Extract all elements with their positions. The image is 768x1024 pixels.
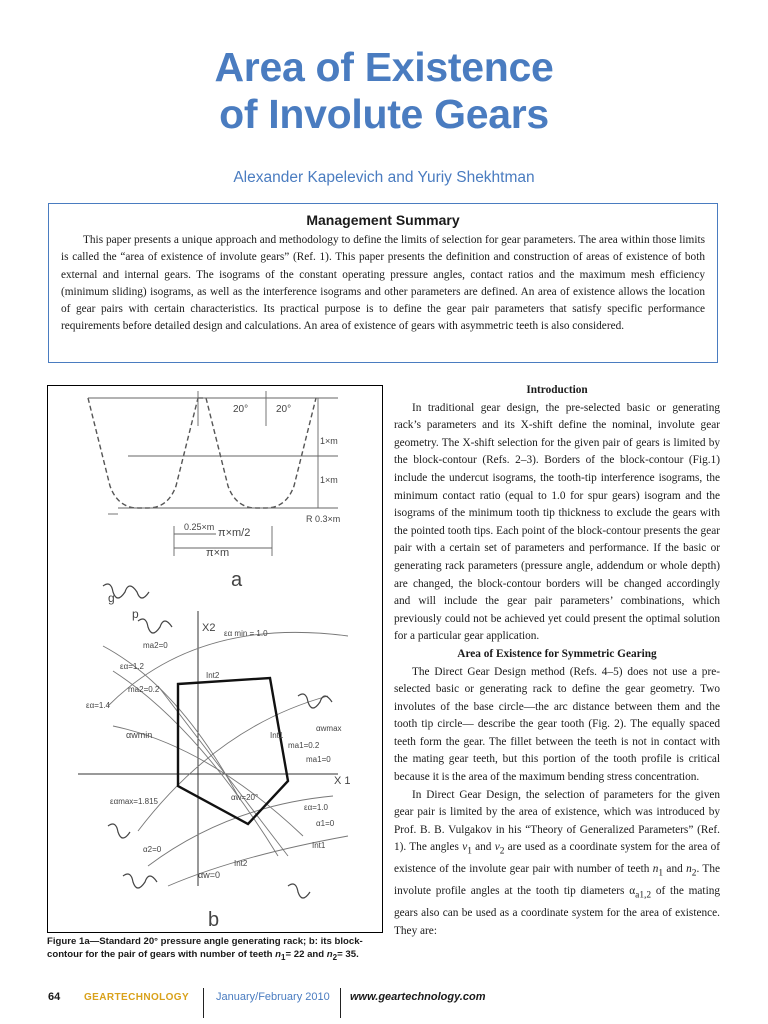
dgd-n1: n bbox=[652, 863, 659, 876]
isogram-ma2-0: ma2=0 bbox=[143, 641, 168, 650]
area-of-existence-heading: Area of Existence for Symmetric Gearing bbox=[457, 647, 657, 660]
axis-x1-label: X 1 bbox=[334, 775, 351, 787]
isogram-alpha2-0: α2=0 bbox=[143, 845, 162, 854]
figure-1 bbox=[47, 385, 383, 933]
caption-n1-sub: 1 bbox=[281, 952, 286, 962]
isogram-eps-max: εαmax=1.815 bbox=[110, 797, 158, 806]
issue-date: January/February 2010 bbox=[216, 991, 330, 1003]
page-footer bbox=[48, 988, 720, 1018]
isogram-ma2-02: ma2=0.2 bbox=[128, 685, 160, 694]
panel-b-label: b bbox=[208, 909, 220, 931]
title-line-1: Area of Existence bbox=[214, 44, 554, 90]
gear-label-g: g bbox=[108, 591, 115, 605]
dgd-nu1-sub: 1 bbox=[467, 846, 472, 857]
caption-eq2: = 35. bbox=[337, 949, 359, 960]
isogram-alpha1-0: α1=0 bbox=[316, 819, 335, 828]
magazine-logo bbox=[84, 992, 189, 1003]
panel-a-label: a bbox=[231, 569, 243, 591]
isogram-eps-14: εα=1.4 bbox=[86, 701, 110, 710]
isogram-alpha-wmin: αwmin bbox=[126, 730, 153, 740]
dgd-text-4: of the mating gears also can be used as a coordinate system for the area of existence. They are: bbox=[394, 885, 721, 937]
caption-n2: n bbox=[326, 949, 333, 960]
isogram-alpha-wmax: αwmax bbox=[316, 724, 342, 733]
introduction-heading: Introduction bbox=[526, 384, 588, 396]
summary-text: This paper presents a unique approach and methodology to define the limits of selection for gear parameters. The area within those limits is called the “area of existence of involute gears” (Ref. 1). This paper presents the definition and construction of areas of existence of both external and internal gears. The isograms of the constant operating pressure angles, contact ratios and the maximum mesh efficiency (minimum sliding) isograms, as well as the interference isograms and other parameters are defined. An area of existence allows the location of gear pairs with certain characteristics. Its practical purpose is to define the gear pair parameters that satisfy specific performance requirements before detailed design and calculations. An area of existence of gears with asymmetric teeth is also considered. bbox=[61, 234, 705, 333]
isogram-alpha-w0: αw=0 bbox=[198, 870, 220, 880]
article-title bbox=[0, 44, 768, 138]
block-contour bbox=[178, 678, 288, 824]
article-authors: Alexander Kapelevich and Yuriy Shekhtman bbox=[233, 169, 535, 186]
dgd-nu2: ν bbox=[494, 841, 500, 854]
figure-1-drawing bbox=[48, 386, 384, 934]
isogram-int1-mid: Int1 bbox=[270, 731, 284, 740]
dgd-and-1: and bbox=[471, 841, 495, 854]
isogram-ma1-02: ma1=0.2 bbox=[288, 741, 320, 750]
rack-height-2-label: 1×m bbox=[320, 475, 338, 485]
website-link[interactable]: www.geartechnology.com bbox=[350, 991, 486, 1003]
figure-caption bbox=[47, 935, 383, 964]
dgd-alpha-sub: a1,2 bbox=[635, 890, 652, 901]
magazine-logo-part-2: TECHNOLOGY bbox=[114, 992, 190, 1003]
dgd-text-3: . The involute profile angles at the tooth tip diameters bbox=[394, 863, 720, 898]
dgd-n2-sub: 2 bbox=[691, 868, 697, 879]
dgd-text-1: In Direct Gear Design, the selection of parameters for the given gear pair is limited by the area of existence, which was introduced by Prof. B. B. Vulgakov in his “Theory of Generalized Parameters” (Ref. 1). The angles bbox=[394, 788, 720, 854]
magazine-logo-part-1: GEAR bbox=[84, 992, 115, 1003]
isogram-eps-10: εα=1.0 bbox=[304, 803, 328, 812]
axis-x2-label: X2 bbox=[202, 622, 216, 634]
isogram-alpha-w20: αw=20° bbox=[231, 793, 259, 802]
caption-n1: n bbox=[275, 949, 282, 960]
isogram-eps-12: εα=1.2 bbox=[120, 662, 144, 671]
body-column bbox=[394, 382, 720, 940]
dgd-and-2: and bbox=[663, 863, 687, 876]
caption-eq1: = 22 and bbox=[285, 949, 327, 960]
isogram-int2-top: Int2 bbox=[206, 671, 220, 680]
isogram-int2-low: Int2 bbox=[234, 859, 248, 868]
introduction-paragraph: In traditional gear design, the pre-selected basic or generating rack’s parameters and its X-shift define the nominal, involute gear geometry. The X-shift selection for the given pair of gears is limited by the block-contour (Refs. 2–3). Borders of the block-contour (Fig.1) include the undercut isograms, the tooth-tip interference isograms, the minimum contact ratio (equal to 1.0 for spur gears) isogram and the isograms of the minimum tooth tip thickness to exclude the gears with the pointed tooth tips. Each point of the block-contour presents the gear pair with a certain set of parameters and performance. If the basic or generating rack parameters (pressure angle, addendum or whole depth) are changed, the block-contour borders will be changed accordingly and will include the gear pair parameters’ combinations, which previously could not be achieved yet could present the optimal solution for a particular gear application. bbox=[394, 401, 720, 643]
dgd-text-2: are used as a coordinate system for the area of existence of the involute gear pair with number of teeth bbox=[394, 841, 720, 876]
dgd-alpha: α bbox=[629, 885, 636, 898]
page-number: 64 bbox=[48, 991, 61, 1003]
rack-clearance-label: 0.25×m bbox=[184, 522, 215, 532]
management-summary-box bbox=[48, 203, 718, 363]
rack-angle-left-label: 20° bbox=[233, 404, 249, 415]
rack-angle-right-label: 20° bbox=[276, 404, 292, 415]
dgd-n1-sub: 1 bbox=[658, 868, 664, 879]
rack-radius-label: R 0.3×m bbox=[306, 514, 341, 524]
isogram-int1-low: Int1 bbox=[312, 841, 326, 850]
isogram-eps-min: εα min = 1.0 bbox=[224, 629, 268, 638]
rack-height-1-label: 1×m bbox=[320, 436, 338, 446]
caption-n2-sub: 2 bbox=[332, 952, 338, 962]
gear-label-p: p bbox=[132, 607, 139, 621]
summary-heading: Management Summary bbox=[306, 212, 460, 228]
isogram-ma1-0: ma1=0 bbox=[306, 755, 331, 764]
direct-gear-design-paragraph bbox=[394, 787, 720, 941]
footer-divider-2 bbox=[340, 988, 341, 1018]
footer-divider-1 bbox=[203, 988, 204, 1018]
title-line-2: of Involute Gears bbox=[219, 91, 549, 137]
dgd-nu2-sub: 2 bbox=[499, 846, 505, 857]
dgd-nu1: ν bbox=[462, 841, 468, 854]
rack-pitch-label: π×m bbox=[206, 547, 230, 559]
rack-half-pitch-label: π×m/2 bbox=[218, 527, 251, 539]
area-of-existence-paragraph: The Direct Gear Design method (Refs. 4–5) does not use a pre-selected basic or generating rack to define the gear geometry. Two involutes of the base circle—the arc distance between them and the tooth tip circle— describe the gear tooth (Fig. 2). The equally spaced teeth form the gear. The fillet between the teeth is not in contact with the mating gear teeth, but this portion of the tooth profile is critical because it is the area of the maximum bending stress concentration. bbox=[394, 665, 720, 784]
caption-text: Figure 1a—Standard 20° pressure angle generating rack; b: its block-contour for the pair of gears with number of teeth bbox=[47, 936, 363, 960]
dgd-n2: n bbox=[686, 863, 692, 876]
